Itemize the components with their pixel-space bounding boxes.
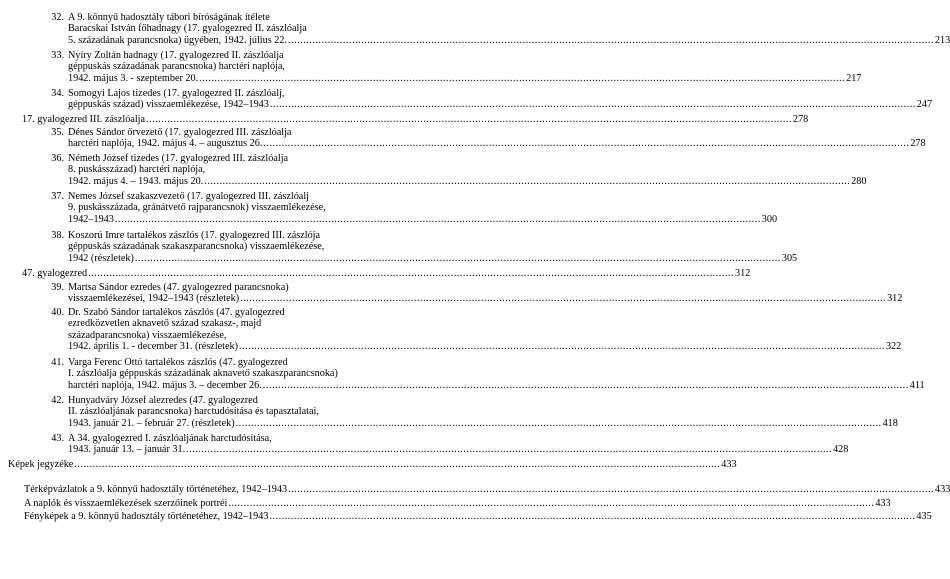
- entry-title-line: 1943. január 21. – február 27. (részletek): [68, 417, 235, 429]
- section-title: 17. gyalogezred III. zászlóalja: [22, 114, 146, 125]
- toc-section-47: [22, 268, 751, 279]
- dot-leader: [228, 498, 874, 509]
- page-number: 280: [851, 175, 867, 187]
- entry-title-line: géppuskás század) visszaemlékezése, 1942–1943: [68, 99, 269, 111]
- entry-title-line: 9. puskásszázada, gránátvető rajparancsnok) visszaemlékezése,: [68, 202, 326, 214]
- dot-leader: [186, 444, 832, 455]
- entry-title-line: 1943. január 13. – január 31.: [68, 444, 186, 456]
- dot-leader: [270, 99, 916, 110]
- entry-title-line: Hunyadváry József alezredes (47. gyalogezred: [68, 395, 258, 406]
- entry-title-line: A 34. gyalogezred I. zászlóaljának harctudósítása,: [68, 433, 272, 444]
- entry-title-line: I. zászlóalja géppuskás századának aknavető szakaszparancsnoka): [68, 368, 338, 380]
- toc-entry-41: [51, 357, 925, 391]
- entry-number: 40.: [51, 307, 64, 318]
- toc-subsection-photos: [24, 511, 932, 522]
- entry-title-line: visszaemlékezései, 1942–1943 (részletek): [68, 293, 240, 305]
- page-number: 312: [887, 293, 903, 305]
- toc-entry-32: [51, 12, 950, 46]
- dot-leader: [288, 484, 934, 495]
- dot-leader: [263, 138, 909, 149]
- page-number: 433: [935, 484, 950, 495]
- toc-section-17-iii: [22, 114, 809, 125]
- page-number: 418: [882, 417, 898, 429]
- entry-number: 41.: [51, 357, 64, 368]
- entry-title-line: Dr. Szabó Sándor tartalékos zászlós (47. gyalogezred: [68, 307, 285, 318]
- page-number: 278: [910, 138, 926, 150]
- entry-title-line: Baracskai István főhadnagy (17. gyalogezred II. zászlóalja: [68, 23, 307, 35]
- entry-title-line: 1942 (részletek): [68, 252, 134, 264]
- page-number: 300: [761, 213, 778, 225]
- entry-number: 32.: [51, 12, 64, 23]
- page-number: 312: [735, 268, 751, 279]
- page-number: 278: [792, 114, 809, 125]
- entry-title-line: 1942. május 3. - szeptember 20.: [68, 72, 199, 84]
- toc-entry-33: [51, 50, 862, 84]
- dot-leader: [236, 418, 882, 429]
- dot-leader: [199, 73, 845, 84]
- toc-section-images: [8, 459, 737, 470]
- subsection-title: Fényképek a 9. könnyű hadosztály történetéhez, 1942–1943: [24, 511, 269, 522]
- dot-leader: [263, 380, 909, 391]
- entry-title-line: II. zászlóaljának parancsnoka) harctudósítása és tapasztalatai,: [68, 406, 319, 418]
- toc-subsection-maps: [24, 484, 950, 495]
- entry-title-line: harctéri naplója, 1942. május 4. – augusztus 26.: [68, 138, 263, 150]
- toc-subsection-portraits: [24, 498, 891, 509]
- page-number: 428: [833, 444, 849, 456]
- dot-leader: [240, 293, 886, 304]
- entry-number: 37.: [51, 191, 64, 202]
- page-number: 433: [875, 498, 891, 509]
- page-number: 411: [909, 379, 925, 391]
- entry-title-line: Dénes Sándor őrvezető (17. gyalogezred III. zászlóalja: [68, 127, 292, 138]
- toc-entry-34: [51, 88, 933, 111]
- entry-title-line: 1942–1943: [68, 213, 114, 225]
- entry-title-line: géppuskás századának szakaszparancsnoka) visszaemlékezése,: [68, 241, 325, 253]
- entry-title-line: Nemes József szakaszvezető (17. gyalogezred III. zászlóalj: [68, 191, 309, 202]
- entry-title-line: A 9. könnyű hadosztály tábori bíróságának ítélete: [68, 12, 270, 23]
- entry-number: 42.: [51, 395, 64, 406]
- dot-leader: [74, 459, 720, 470]
- dot-leader: [115, 214, 761, 225]
- toc-entry-36: [51, 153, 867, 187]
- dot-leader: [135, 253, 781, 264]
- entry-title-line: harctéri naplója, 1942. május 3. – december 26.: [68, 379, 262, 391]
- entry-title-line: ezredközvetlen aknavető század szakasz-, majd: [68, 318, 262, 330]
- entry-number: 35.: [51, 127, 64, 138]
- toc-entry-35: [51, 127, 926, 150]
- entry-number: 33.: [51, 50, 64, 61]
- dot-leader: [146, 114, 792, 125]
- page-number: 435: [916, 511, 932, 522]
- page-number: 322: [885, 341, 902, 353]
- toc-entry-38: [51, 230, 798, 264]
- entry-title-line: Nyíry Zoltán hadnagy (17. gyalogezred II. zászlóalja: [68, 50, 284, 61]
- toc-entry-43: [51, 433, 849, 456]
- dot-leader: [88, 268, 734, 279]
- page-number: 217: [846, 72, 862, 84]
- entry-title-line: 1942. április 1. - december 31. (részletek): [68, 341, 239, 353]
- section-title: Képek jegyzéke: [8, 459, 74, 470]
- subsection-title: Térképvázlatok a 9. könnyű hadosztály történetéhez, 1942–1943: [24, 484, 288, 495]
- dot-leader: [288, 35, 934, 46]
- section-title: 47. gyalogezred: [22, 268, 88, 279]
- toc-entry-40: [51, 307, 902, 353]
- entry-number: 39.: [51, 282, 64, 293]
- entry-title-line: 1942. május 4. – 1943. május 20.: [68, 175, 204, 187]
- dot-leader: [204, 176, 850, 187]
- entry-title-line: Németh József tizedes (17. gyalogezred III. zászlóalja: [68, 153, 289, 164]
- entry-number: 38.: [51, 230, 64, 241]
- entry-title-line: Martsa Sándor ezredes (47. gyalogezred parancsnoka): [68, 282, 289, 293]
- entry-title-line: Koszorú Imre tartalékos zászlós (17. gyalogezred III. zászlója: [68, 230, 321, 241]
- entry-number: 36.: [51, 153, 64, 164]
- entry-number: 43.: [51, 433, 64, 444]
- page-number: 247: [916, 99, 933, 111]
- toc-entry-37: [51, 191, 778, 225]
- subsection-title: A naplók és visszaemlékezések szerzőinek portréi: [24, 498, 228, 509]
- dot-leader: [269, 511, 915, 522]
- entry-title-line: 8. puskásszázad) harctéri naplója,: [68, 164, 206, 176]
- page-number: 433: [721, 459, 737, 470]
- toc-entry-39: [51, 282, 903, 305]
- entry-title-line: géppuskás századának parancsnoka) harctéri naplója,: [68, 61, 285, 73]
- toc-entry-42: [51, 395, 898, 429]
- page-number: 305: [781, 252, 798, 264]
- page-number: 213: [934, 34, 950, 46]
- entry-title-line: századparancsnoka) visszaemlékezése,: [68, 329, 227, 341]
- entry-title-line: Somogyi Lajos tizedes (17. gyalogezred II. zászlóalj,: [68, 88, 285, 99]
- dot-leader: [239, 341, 885, 352]
- entry-title-line: Varga Ferenc Ottó tartalékos zászlós (47. gyalogezred: [68, 357, 288, 368]
- entry-number: 34.: [51, 88, 64, 99]
- entry-title-line: 5. századának parancsnoka) ügyében, 1942. július 22.: [68, 34, 287, 46]
